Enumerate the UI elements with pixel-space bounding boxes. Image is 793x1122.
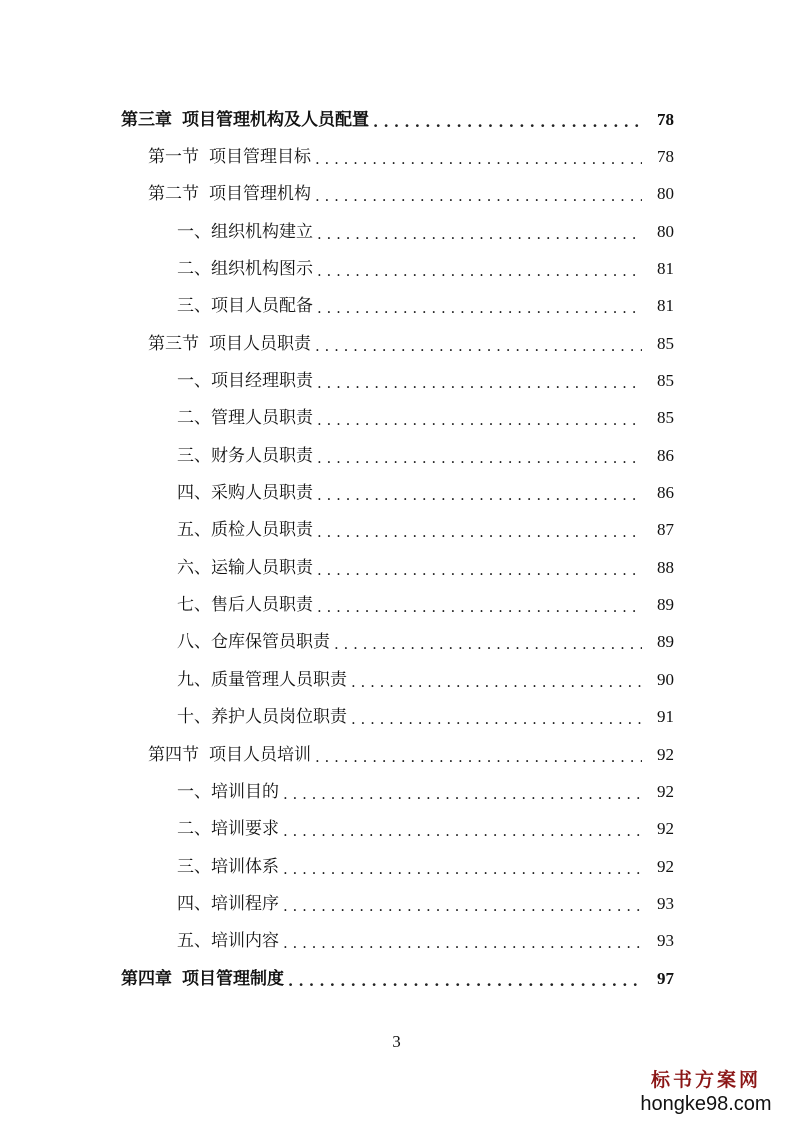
toc-entry-page: 91 <box>657 707 674 727</box>
toc-entry[interactable] <box>0 138 793 175</box>
toc-entry-text: 三、财务人员职责 <box>177 445 313 466</box>
toc-entry-title <box>177 296 313 316</box>
table-of-contents <box>0 101 793 997</box>
toc-entry-page: 85 <box>657 408 674 428</box>
toc-entry-page: 92 <box>657 856 674 876</box>
toc-entry-page: 92 <box>657 819 674 839</box>
toc-entry-title <box>177 408 313 428</box>
toc-leader-dots <box>317 522 642 542</box>
toc-entry-page: 87 <box>657 520 674 540</box>
toc-leader-dots <box>317 410 642 430</box>
toc-entry-title <box>177 782 279 802</box>
toc-entry-title <box>121 110 369 130</box>
toc-entry-page: 89 <box>657 595 674 615</box>
toc-entry-page: 92 <box>657 781 674 801</box>
toc-entry-title <box>177 222 313 242</box>
toc-entry[interactable] <box>0 960 793 997</box>
toc-entry[interactable] <box>0 437 793 474</box>
toc-entry-page: 93 <box>657 931 674 951</box>
toc-entry-title <box>177 558 313 578</box>
toc-leader-dots <box>283 896 642 916</box>
toc-leader-dots <box>317 448 642 468</box>
toc-leader-dots <box>315 186 642 206</box>
toc-entry-page: 80 <box>657 221 674 241</box>
toc-entry[interactable] <box>0 661 793 698</box>
toc-entry-page: 80 <box>657 184 674 204</box>
toc-entry-text: 五、质检人员职责 <box>177 520 313 541</box>
toc-leader-dots <box>334 634 642 654</box>
toc-entry[interactable] <box>0 773 793 810</box>
toc-entry-text: 三、培训体系 <box>177 856 279 877</box>
toc-entry-page: 78 <box>657 147 674 167</box>
toc-entry[interactable] <box>0 811 793 848</box>
toc-entry-title <box>177 520 313 540</box>
toc-entry-text: 项目管理机构 <box>209 184 311 205</box>
toc-entry[interactable] <box>0 101 793 138</box>
toc-entry-page: 81 <box>657 259 674 279</box>
toc-entry-title <box>177 931 279 951</box>
toc-entry-text: 七、售后人员职责 <box>177 595 313 616</box>
toc-entry[interactable] <box>0 362 793 399</box>
toc-entry-title <box>121 969 284 989</box>
toc-entry-page: 92 <box>657 744 674 764</box>
toc-leader-dots <box>317 224 642 244</box>
toc-leader-dots <box>317 597 642 617</box>
toc-entry-text: 一、组织机构建立 <box>177 221 313 242</box>
toc-entry-title <box>177 446 313 466</box>
toc-entry-page: 85 <box>657 371 674 391</box>
toc-entry-text: 四、培训程序 <box>177 893 279 914</box>
toc-entry-text: 八、仓库保管员职责 <box>177 632 330 653</box>
page-number: 3 <box>392 1032 401 1051</box>
toc-leader-dots <box>283 859 642 879</box>
toc-entry-title <box>177 894 279 914</box>
toc-entry-text: 四、采购人员职责 <box>177 483 313 504</box>
toc-entry-title <box>148 745 311 765</box>
toc-entry[interactable] <box>0 213 793 250</box>
toc-entry-text: 项目人员职责 <box>209 333 311 354</box>
toc-entry-title <box>177 857 279 877</box>
toc-leader-dots <box>315 336 642 356</box>
toc-entry-prefix: 第三节 <box>148 333 199 354</box>
toc-entry[interactable] <box>0 176 793 213</box>
toc-entry-text: 三、项目人员配备 <box>177 296 313 317</box>
toc-entry-text: 项目管理目标 <box>209 147 311 168</box>
toc-entry-prefix: 第四章 <box>121 968 172 989</box>
toc-entry[interactable] <box>0 736 793 773</box>
toc-entry-title <box>177 595 313 615</box>
toc-entry-prefix: 第二节 <box>148 184 199 205</box>
toc-entry-text: 十、养护人员岗位职责 <box>177 707 347 728</box>
toc-leader-dots <box>317 261 642 281</box>
toc-entry-text: 项目管理制度 <box>182 968 284 989</box>
toc-entry[interactable] <box>0 474 793 511</box>
toc-entry-page: 81 <box>657 296 674 316</box>
toc-entry[interactable] <box>0 512 793 549</box>
toc-entry-page: 88 <box>657 557 674 577</box>
toc-leader-dots <box>351 709 642 729</box>
toc-entry-prefix: 第四节 <box>148 744 199 765</box>
toc-leader-dots <box>317 298 642 318</box>
toc-entry-prefix: 第三章 <box>121 109 172 130</box>
toc-entry-page: 86 <box>657 445 674 465</box>
toc-entry-page: 97 <box>657 968 674 988</box>
toc-entry-page: 93 <box>657 893 674 913</box>
toc-leader-dots <box>283 821 642 841</box>
toc-entry-text: 五、培训内容 <box>177 931 279 952</box>
toc-entry-title <box>177 371 313 391</box>
toc-entry[interactable] <box>0 400 793 437</box>
toc-leader-dots <box>283 784 642 804</box>
toc-entry[interactable] <box>0 288 793 325</box>
watermark <box>631 1068 781 1116</box>
toc-entry[interactable] <box>0 923 793 960</box>
toc-entry-text: 项目人员培训 <box>209 744 311 765</box>
toc-entry[interactable] <box>0 885 793 922</box>
watermark-url: hongke98.com <box>640 1093 772 1115</box>
toc-entry-text: 一、项目经理职责 <box>177 371 313 392</box>
toc-leader-dots <box>315 747 642 767</box>
toc-leader-dots <box>317 560 642 580</box>
toc-entry-title <box>177 819 279 839</box>
toc-entry[interactable] <box>0 848 793 885</box>
toc-entry-text: 一、培训目的 <box>177 781 279 802</box>
toc-leader-dots <box>315 149 642 169</box>
toc-entry-title <box>177 670 347 690</box>
toc-entry[interactable] <box>0 699 793 736</box>
toc-entry-title <box>177 632 330 652</box>
toc-leader-dots <box>288 971 642 991</box>
toc-entry-text: 九、质量管理人员职责 <box>177 669 347 690</box>
watermark-site-name: 标书方案网 <box>650 1069 761 1091</box>
toc-entry-page: 85 <box>657 333 674 353</box>
toc-entry-text: 项目管理机构及人员配置 <box>182 109 369 130</box>
toc-entry-title <box>177 707 347 727</box>
toc-entry-title <box>148 147 311 167</box>
toc-entry-page: 89 <box>657 632 674 652</box>
toc-entry-text: 二、管理人员职责 <box>177 408 313 429</box>
toc-entry-title <box>177 259 313 279</box>
toc-entry-text: 二、组织机构图示 <box>177 259 313 280</box>
toc-entry-text: 六、运输人员职责 <box>177 557 313 578</box>
toc-entry[interactable] <box>0 250 793 287</box>
toc-entry[interactable] <box>0 549 793 586</box>
toc-entry[interactable] <box>0 586 793 623</box>
toc-leader-dots <box>373 112 642 132</box>
toc-leader-dots <box>317 485 642 505</box>
toc-entry-page: 78 <box>657 109 674 129</box>
toc-entry[interactable] <box>0 325 793 362</box>
toc-entry-title <box>177 483 313 503</box>
toc-leader-dots <box>351 672 642 692</box>
toc-entry-title <box>148 334 311 354</box>
toc-entry-title <box>148 184 311 204</box>
toc-leader-dots <box>283 933 642 953</box>
toc-entry-page: 90 <box>657 669 674 689</box>
toc-entry-page: 86 <box>657 483 674 503</box>
toc-entry[interactable] <box>0 624 793 661</box>
toc-leader-dots <box>317 373 642 393</box>
toc-entry-prefix: 第一节 <box>148 147 199 168</box>
toc-entry-text: 二、培训要求 <box>177 819 279 840</box>
